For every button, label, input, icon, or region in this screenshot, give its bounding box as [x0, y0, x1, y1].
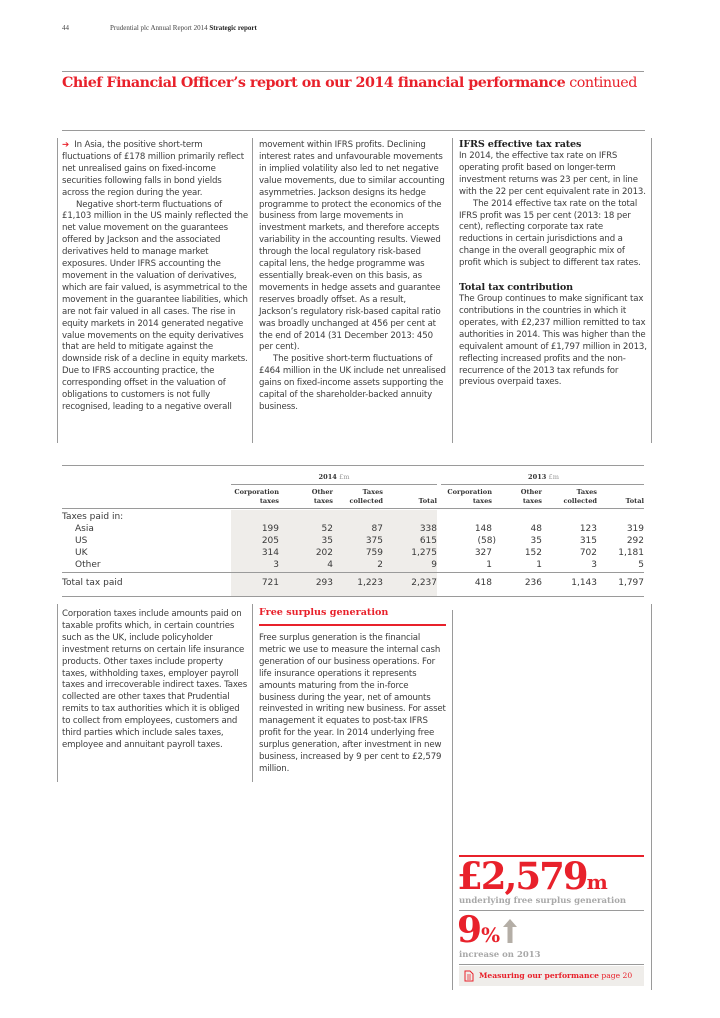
free-surplus-heading: Free surplus generation: [259, 607, 389, 618]
column-divider: [651, 604, 652, 990]
paragraph: Negative short-term fluctuations of £1,103 million in the US mainly reflected the net value movement on the guarantees offered by Jackson and the associated derivatives held to manage market exposures. Under IFRS accounting the movement in the valuation of derivatives, which are fair valued, is asymmetrical to the movement in the guarantee liabilities, which are not fair valued in all cases. The rise in equity markets in 2014 generated negative value movements on the equity derivatives that are held to mitigate against the downside risk of a decline in equity markets. Due to IFRS accounting practice, the corresponding offset in the valuation of obligations to customers is not fully recognised, leading to a negative overall: [62, 199, 248, 412]
column-divider: [57, 604, 58, 782]
page-number: 44: [62, 24, 69, 32]
table-column-header: Taxes collected: [349, 488, 383, 505]
table-cell: 5: [638, 560, 644, 570]
link-label: Measuring our performance: [479, 971, 599, 980]
header-rule: [62, 508, 644, 509]
column-divider: [252, 604, 253, 782]
kpi-change: 9%: [457, 909, 500, 951]
kpi-divider: [459, 964, 644, 965]
continued-arrow-icon: ➔: [62, 140, 70, 150]
table-cell: 319: [626, 524, 644, 534]
table-column-header: Other taxes: [520, 488, 542, 505]
table-bottom-rule: [62, 596, 644, 597]
table-cell: 236: [524, 578, 542, 588]
table-cell: 721: [261, 578, 279, 588]
table-cell: 35: [321, 536, 333, 546]
paragraph: Free surplus generation is the financial metric we use to measure the internal cash generation of our business operations. For life insurance operations it represents amounts maturing from the in-force business during the year, net of amounts reinvested in writing new business. For asset management it equates to post-tax IFRS profit for the year. In 2014 underlying free surplus generation, after investment in new business, increased by 9 per cent to £2,579 million.: [259, 633, 446, 774]
table-cell: 199: [261, 524, 279, 534]
table-cell: 3: [273, 560, 279, 570]
table-cell: 4: [327, 560, 333, 570]
paragraph: In 2014, the effective tax rate on IFRS operating profit based on longer-term investment returns was 23 per cent, in line with the 22 per cent equivalent rate in 2013.: [459, 151, 646, 197]
row-label: Total tax paid: [62, 578, 123, 588]
group-rule: [441, 484, 644, 485]
table-cell: 2: [377, 560, 383, 570]
table-cell: 1,181: [618, 548, 644, 558]
body-column-2: [259, 140, 447, 414]
table-notes: [62, 609, 250, 752]
paragraph: The positive short-term fluctuations of £464 million in the UK include net unrealised gains on fixed-income assets supporting the capital of the shareholder-backed annuity business.: [259, 354, 446, 412]
table-cell: 1,275: [411, 548, 437, 558]
table-cell: 1: [486, 560, 492, 570]
kpi-value-caption: underlying free surplus generation: [459, 896, 627, 906]
table-column-header: Other taxes: [311, 488, 333, 505]
table-cell: 315: [579, 536, 597, 546]
row-label: US: [75, 536, 88, 546]
table-cell: 292: [626, 536, 644, 546]
table-cell: 152: [524, 548, 542, 558]
table-cell: 1,797: [618, 578, 644, 588]
section-name: Strategic report: [209, 24, 257, 32]
table-cell: (58): [477, 536, 496, 546]
table-cell: 2,237: [411, 578, 437, 588]
table-section-label: Taxes paid in:: [62, 512, 124, 522]
link-page: page 20: [598, 971, 633, 980]
measuring-performance-link[interactable]: [459, 966, 644, 986]
table-cell: 87: [371, 524, 383, 534]
table-cell: 1,143: [571, 578, 597, 588]
publication-title: Prudential plc Annual Report 2014 Strategic report: [110, 24, 257, 32]
table-cell: 148: [474, 524, 492, 534]
column-divider: [651, 138, 652, 443]
table-column-header: Taxes collected: [563, 488, 597, 505]
paragraph: ➔ In Asia, the positive short-term fluctuations of £178 million primarily reflect net unrealised gains on fixed-income securities following falls in bond yields across the region during the year.: [62, 140, 244, 198]
page-title: Chief Financial Officer’s report on our 2014 financial performance continued: [62, 75, 637, 91]
table-cell: 314: [261, 548, 279, 558]
group-rule: [231, 484, 437, 485]
kpi-value: £2,579m: [457, 854, 608, 898]
body-column-1: [62, 140, 250, 414]
table-cell: 202: [315, 548, 333, 558]
title-continued: continued: [565, 75, 637, 91]
table-cell: 48: [530, 524, 542, 534]
column-divider: [252, 138, 253, 443]
table-cell: 615: [419, 536, 437, 546]
table-column-header: Total: [418, 496, 437, 505]
row-label: UK: [75, 548, 88, 558]
document-icon: [464, 970, 474, 982]
table-cell: 418: [474, 578, 492, 588]
free-surplus-text: [259, 633, 447, 776]
table-cell: 1: [536, 560, 542, 570]
row-label: Asia: [75, 524, 94, 534]
row-label: Other: [75, 560, 101, 570]
table-group-header: 2013 £m: [528, 473, 559, 481]
table-column-header: Corporation taxes: [234, 488, 279, 505]
paragraph: Corporation taxes include amounts paid on taxable profits which, in certain countries such as the UK, include policyholder investment returns on certain life insurance products. Other taxes include property taxes, withholding taxes, employer payroll taxes and irrecoverable indirect taxes. Taxes collected are other taxes that Prudential remits to tax authorities which it is obliged to collect from employees, customers and third parties which include sales taxes, employee and annuitant payroll taxes.: [62, 609, 248, 750]
table-cell: 327: [474, 548, 492, 558]
table-column-header: Total: [625, 496, 644, 505]
table-column-header: Corporation taxes: [447, 488, 492, 505]
table-cell: 35: [530, 536, 542, 546]
column-divider: [452, 610, 453, 990]
kpi-change-caption: increase on 2013: [459, 950, 541, 960]
body-column-3: [459, 139, 647, 389]
table-group-header: 2014 £m: [318, 473, 350, 481]
table-cell: 123: [579, 524, 597, 534]
heading-rule: [259, 624, 446, 626]
table-cell: 702: [579, 548, 597, 558]
column-divider: [452, 138, 453, 443]
table-cell: 375: [365, 536, 383, 546]
paragraph: movement within IFRS profits. Declining interest rates and unfavourable movements in implied volatility also led to net negative value movements, due to similar accounting asymmetries. Jackson designs its hedge programme to protect the economics of the business from large movements in investment markets, and therefore accepts variability in the accounting results. Viewed through the local regulatory risk-based capital lens, the hedge programme was essentially break-even on this basis, as movements in hedge assets and guarantee reserves broadly offset. As a result, Jackson’s regulatory risk-based capital ratio was broadly unchanged at 456 per cent at the end of 2014 (31 December 2013: 450 per cent).: [259, 140, 445, 353]
table-cell: 759: [365, 548, 383, 558]
table-row: [62, 548, 644, 560]
table-cell: 9: [431, 560, 437, 570]
paragraph: The 2014 effective tax rate on the total IFRS profit was 15 per cent (2013: 18 per cent), reflecting corporate tax rate reductions in certain jurisdictions and a change in the overall geographic mix of profit which is subject to different tax rates.: [459, 198, 641, 269]
total-rule: [62, 572, 644, 573]
table-cell: 338: [419, 524, 437, 534]
table-cell: 1,223: [357, 578, 383, 588]
section-heading: Total tax contribution: [459, 282, 573, 294]
table-row: [62, 524, 644, 536]
table-cell: 205: [261, 536, 279, 546]
section-heading: IFRS effective tax rates: [459, 139, 582, 150]
paragraph: The Group continues to make significant tax contributions in the countries in which it operates, with £2,237 million remitted to tax authorities in 2014. This was higher than the equivalent amount of £1,797 million in 2013, reflecting increased profits and the non-recurrence of the 2013 tax refunds for previous overpaid taxes.: [459, 294, 647, 388]
table-rule: [62, 465, 644, 466]
table-cell: 293: [315, 578, 333, 588]
up-arrow-icon: [502, 918, 518, 944]
table-cell: 52: [321, 524, 333, 534]
title-rule: [62, 71, 644, 72]
column-rule: [62, 130, 645, 131]
table-row: [62, 536, 644, 548]
table-cell: 3: [591, 560, 597, 570]
table-row: [62, 560, 644, 572]
column-divider: [57, 138, 58, 443]
table-row-total: [62, 578, 644, 590]
